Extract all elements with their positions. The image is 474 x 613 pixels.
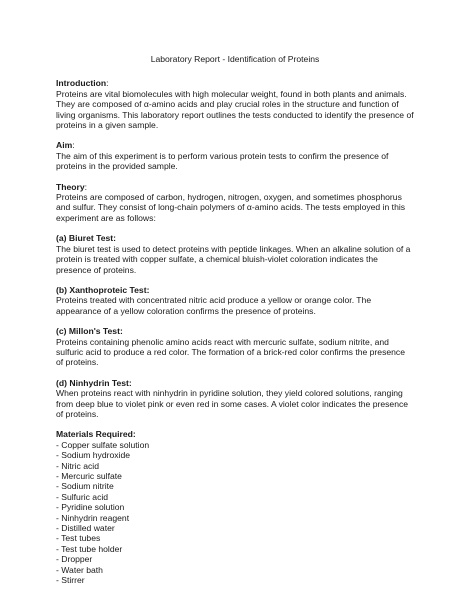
list-item: - Test tubes (56, 533, 101, 544)
introduction-section (56, 78, 414, 130)
list-item: - Sulfuric acid (56, 491, 109, 502)
theory-text: Proteins are composed of carbon, hydrogen, nitrogen, oxygen, and sometimes phosphorus and sulfur. They consist of long-chain polymers of α-amino acids. The tests employed in this experiment are as follows: (56, 192, 406, 223)
aim-text: The aim of this experiment is to perform various protein tests to confirm the presence of proteins in the provided sample. (56, 150, 389, 172)
xanthoproteic-test-section (56, 285, 414, 316)
xanthoproteic-test-heading: (b) Xanthoproteic Test: (56, 284, 150, 295)
aim-section (56, 140, 414, 171)
introduction-heading: Introduction: (56, 78, 109, 89)
ninhydrin-test-text: When proteins react with ninhydrin in pyridine solution, they yield colored solutions, ranging from deep blue to violet pink or even red in some cases. A violet color indicates the presence of proteins. (56, 388, 409, 419)
millons-test-heading: (c) Millon's Test: (56, 326, 123, 337)
list-item: - Ninhydrin reagent (56, 512, 130, 523)
millons-test-section (56, 326, 414, 368)
materials-section (56, 429, 414, 585)
biuret-test-text: The biuret test is used to detect proteins with peptide linkages. When an alkaline solution of a protein is treated with copper sulfate, a chemical bluish-violet coloration indicates the presence of proteins. (56, 243, 411, 275)
theory-heading: Theory: (56, 181, 88, 192)
list-item: - Sodium hydroxide (56, 450, 131, 461)
theory-section (56, 182, 414, 224)
list-item: - Test tube holder (56, 543, 123, 554)
millons-test-text: Proteins containing phenolic amino acids react with mercuric sulfate, sodium nitrite, and sulfuric acid to produce a red color. The formation of a brick-red color confirms the presence of proteins. (56, 336, 406, 368)
ninhydrin-test-section (56, 378, 414, 420)
list-item: - Sodium nitrite (56, 481, 114, 492)
list-item: - Pyridine solution (56, 502, 125, 513)
biuret-test-heading: (a) Biuret Test: (56, 233, 117, 244)
list-item: - Distilled water (56, 523, 115, 534)
ninhydrin-test-heading: (d) Ninhydrin Test: (56, 377, 132, 388)
list-item: - Water bath (56, 564, 103, 575)
list-item: - Stirrer (56, 575, 85, 586)
materials-heading: Materials Required: (56, 429, 136, 440)
document-title: Laboratory Report - Identification of Proteins (150, 54, 320, 64)
xanthoproteic-test-text: Proteins treated with concentrated nitric acid produce a yellow or orange color. The appearance of a yellow coloration confirms the presence of proteins. (56, 295, 372, 316)
biuret-test-section (56, 233, 414, 275)
list-item: - Nitric acid (56, 460, 99, 471)
list-item: - Dropper (56, 554, 93, 565)
list-item: - Copper sulfate solution (56, 439, 150, 450)
aim-heading: Aim: (56, 140, 75, 151)
introduction-text: Proteins are vital biomolecules with high molecular weight, found in both plants and animals. They are composed of α-amino acids and play crucial roles in the structure and function of living organisms. This laboratory report outlines the tests conducted to identify the presence of proteins in a given sample. (56, 88, 414, 131)
materials-list (56, 440, 414, 586)
list-item: - Mercuric sulfate (56, 471, 122, 481)
